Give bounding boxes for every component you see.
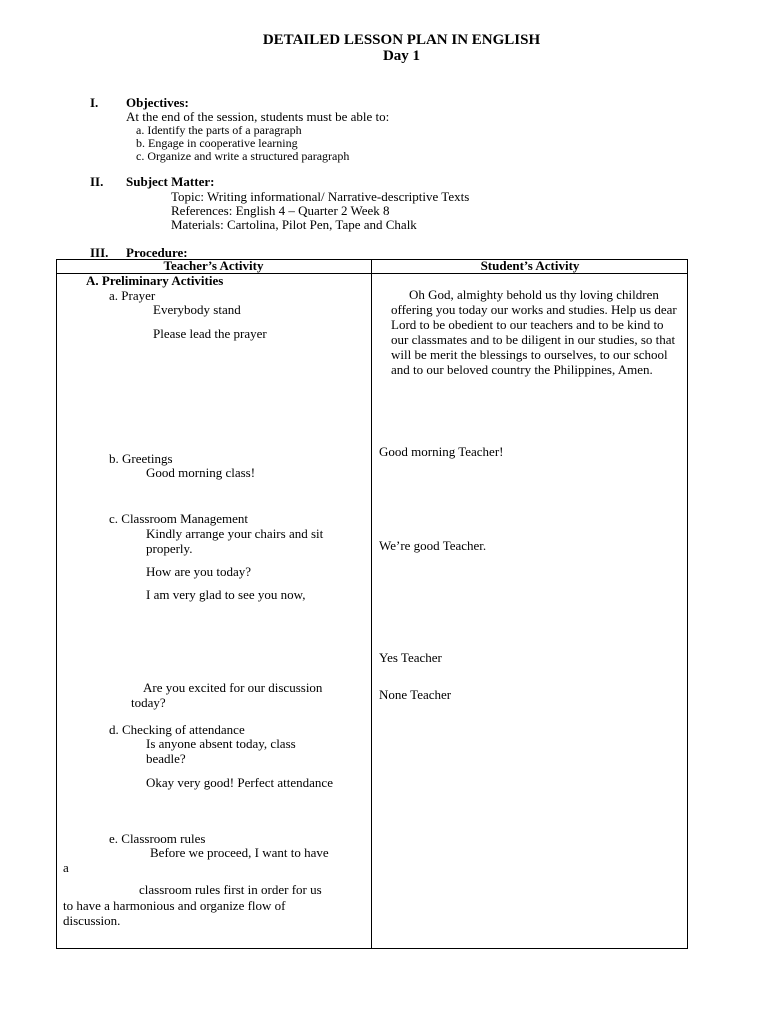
teacher-activity-header: Teacher’s Activity	[163, 258, 264, 273]
objective-item: c. Organize and write a structured paragraph	[136, 149, 350, 163]
procedure-heading: Procedure:	[126, 245, 188, 260]
teacher-line: properly.	[146, 541, 193, 556]
teacher-line: Good morning class!	[146, 465, 256, 480]
objectives-heading: Objectives:	[126, 95, 189, 110]
prayer-label: a. Prayer	[109, 288, 156, 303]
student-activity-header: Student’s Activity	[480, 258, 580, 273]
subject-topic: Topic: Writing informational/ Narrative-descriptive Texts	[171, 189, 470, 204]
document-title: DETAILED LESSON PLAN IN ENGLISH	[262, 32, 541, 48]
teacher-line: a	[63, 860, 69, 875]
classroom-rules-label: e. Classroom rules	[109, 831, 206, 846]
student-response: Yes Teacher	[379, 650, 442, 665]
subject-number: II.	[90, 174, 104, 189]
teacher-line: Kindly arrange your chairs and sit	[146, 526, 324, 541]
teacher-line: Before we proceed, I want to have	[150, 845, 329, 860]
teacher-line: Is anyone absent today, class	[146, 736, 296, 751]
teacher-line: How are you today?	[146, 564, 252, 579]
greetings-response: Good morning Teacher!	[379, 444, 504, 459]
preliminary-activities-heading: A. Preliminary Activities	[86, 273, 224, 288]
teacher-line: Okay very good! Perfect attendance	[146, 775, 333, 790]
objectives-number: I.	[90, 95, 99, 110]
teacher-line: I am very glad to see you now,	[146, 587, 306, 602]
procedure-number: III.	[90, 245, 109, 260]
student-response: We’re good Teacher.	[379, 538, 487, 553]
subject-materials: Materials: Cartolina, Pilot Pen, Tape and Chalk	[171, 217, 417, 232]
document-subtitle: Day 1	[382, 48, 421, 64]
table-column-divider	[371, 259, 372, 949]
teacher-line: to have a harmonious and organize flow of	[63, 898, 286, 913]
teacher-line: classroom rules first in order for us	[139, 882, 322, 897]
objective-item: a. Identify the parts of a paragraph	[136, 123, 302, 137]
teacher-line: discussion.	[63, 913, 121, 928]
classroom-management-label: c. Classroom Management	[109, 511, 248, 526]
student-response: None Teacher	[379, 687, 452, 702]
teacher-line: today?	[131, 695, 166, 710]
subject-references: References: English 4 – Quarter 2 Week 8	[171, 203, 390, 218]
teacher-line: Everybody stand	[153, 302, 241, 317]
subject-heading: Subject Matter:	[126, 174, 215, 189]
greetings-label: b. Greetings	[109, 451, 173, 466]
teacher-line: Are you excited for our discussion	[143, 680, 323, 695]
teacher-line: beadle?	[146, 751, 186, 766]
objectives-intro: At the end of the session, students must be able to:	[126, 109, 390, 124]
objective-item: b. Engage in cooperative learning	[136, 136, 298, 150]
prayer-response: Oh God, almighty behold us thy loving children offering you today our works and studies. Help us dear Lord to be obedient to our teachers and to be kind to our classmates and to be diligent in our studies, so that will be merit the blessings to ourselves, to our school and to our beloved country the Philippines, Amen.	[391, 287, 677, 377]
teacher-line: Please lead the prayer	[153, 326, 267, 341]
attendance-label: d. Checking of attendance	[109, 722, 245, 737]
